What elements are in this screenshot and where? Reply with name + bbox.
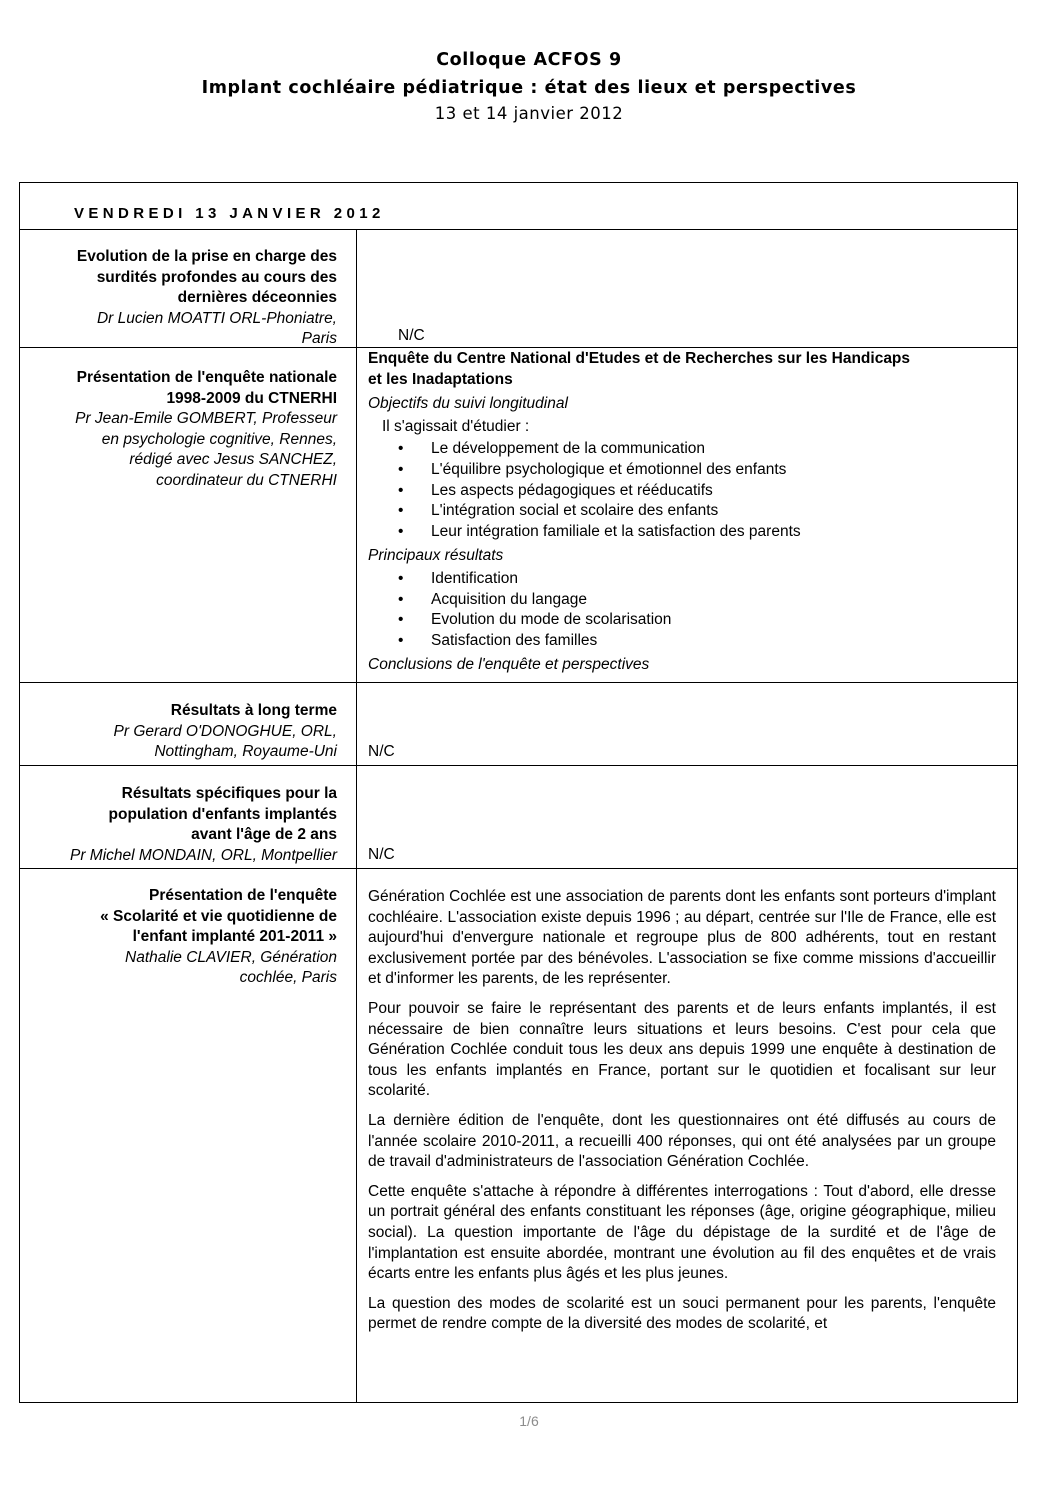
session-row-2 [20, 348, 1017, 683]
speaker-line: Paris [301, 330, 337, 348]
speaker-line: Pr Michel MONDAIN, ORL, Montpellier [69, 846, 337, 864]
session-info [20, 701, 337, 763]
session-title-line: Présentation de l'enquête nationale [76, 369, 337, 386]
session-row-1 [20, 229, 1017, 348]
day-label: VENDREDI 13 JANVIER 2012 [74, 205, 385, 222]
list-item: • Acquisition du langage [368, 590, 996, 611]
session-info [20, 886, 337, 989]
session-title-line: dernières déceonnies [177, 289, 337, 307]
list-item: • Satisfaction des familles [368, 631, 996, 652]
list-item: • Les aspects pédagogiques et rééducatifs [368, 481, 996, 502]
section-subheading: Principaux résultats [368, 547, 504, 565]
session-row-4 [20, 766, 1017, 869]
session-title-line: « Scolarité et vie quotidienne de [100, 907, 337, 925]
content-paragraph: Génération Cochlée est une association de parents dont les enfants sont porteurs d'implant cochléaire. L'association existe depuis 1996 ; au départ, centrée sur l'Ile de France, elle est aujourd'hui d'envergure nationale et regroupe plus de 800 adhérents, tout en restant exclusivement portée par des bénévoles. L'association se fixe comme missions d'accueillir et d'informer les parents, de les représenter. [368, 888, 996, 988]
document-subtitle: Implant cochléaire pédiatrique : état des lieux et perspectives [201, 78, 857, 98]
content-paragraph: Cette enquête s'attache à répondre à différentes interrogations : Tout d'abord, elle dresse un portrait général des enfants constituant les réponses (âge, origine géographique, milieu social). La question importante de l'âge du dépistage de la surdité et de l'âge de l'implantation est ensuite abordée, montrant une évolution au fil des enquêtes et de vrais écarts entre les enfants plus âgés et les plus jeunes. [368, 1182, 996, 1283]
speaker-line: Nottingham, Royaume-Uni [154, 743, 337, 761]
day-header-row [20, 183, 1017, 230]
document-title: Colloque ACFOS 9 [436, 50, 622, 70]
page-number: 1/6 [519, 1413, 539, 1429]
program-table [19, 182, 1018, 1403]
session-info [20, 247, 337, 350]
session-title-line: l'enfant implanté 201-2011 » [132, 928, 337, 946]
intro-text: Il s'agissait d'étudier : [382, 417, 530, 435]
list-item: • L'équilibre psychologique et émotionnel des enfants [368, 460, 996, 481]
content-heading: Enquête du Centre National d'Etudes et de Recherches sur les Handicaps [368, 350, 911, 367]
session-title-line: 1998-2009 du CTNERHI [166, 389, 337, 407]
content-heading: et les Inadaptations [368, 370, 513, 388]
objectives-list [368, 439, 996, 542]
session-title-line: Evolution de la prise en charge des [76, 248, 337, 265]
session-title-line: Résultats spécifiques pour la [121, 785, 337, 802]
content-nc: N/C [398, 327, 425, 344]
list-item: • Evolution du mode de scolarisation [368, 610, 996, 631]
list-item: • Leur intégration familiale et la satisfaction des parents [368, 522, 996, 543]
section-subheading: Objectifs du suivi longitudinal [368, 395, 568, 413]
list-item: • Identification [368, 569, 996, 590]
session-title-line: Présentation de l'enquête [148, 887, 337, 904]
session-info [20, 368, 337, 492]
results-list [368, 569, 996, 651]
speaker-line: cochlée, Paris [239, 969, 337, 987]
content-paragraph: Pour pouvoir se faire le représentant des parents et de leurs enfants implantés, il est nécessaire de bien connaître leurs situations et leurs besoins. C'est pour cela que Génération Cochlée conduit tous les deux ans depuis 1999 une enquête à destination de tous les enfants implantés en France, portant sur le quotidien et focalisant sur leur scolarité. [368, 999, 996, 1100]
session-row-3 [20, 683, 1017, 766]
session-title-line: surdités profondes au cours des [96, 268, 337, 286]
session-title-line: Résultats à long terme [170, 702, 337, 719]
document-dates: 13 et 14 janvier 2012 [434, 104, 624, 123]
session-title-line: avant l'âge de 2 ans [191, 826, 337, 844]
list-item: • Le développement de la communication [368, 439, 996, 460]
speaker-line: coordinateur du CTNERHI [156, 471, 337, 489]
speaker-line: en psychologie cognitive, Rennes, [101, 430, 337, 448]
session-content [368, 349, 996, 676]
list-item: • L'intégration social et scolaire des enfants [368, 501, 996, 522]
content-nc: N/C [368, 846, 395, 863]
content-paragraph: La question des modes de scolarité est un souci permanent pour les parents, l'enquête permet de rendre compte de la diversité des modes de scolarité, et [368, 1294, 996, 1333]
session-row-5 [20, 869, 1017, 1402]
session-content [368, 887, 996, 1344]
session-info [20, 784, 337, 866]
speaker-line: Dr Lucien MOATTI ORL-Phoniatre, [96, 309, 337, 327]
section-subheading: Conclusions de l'enquête et perspectives [368, 656, 650, 674]
speaker-line: Nathalie CLAVIER, Génération [125, 948, 337, 966]
session-title-line: population d'enfants implantés [108, 805, 337, 823]
speaker-line: rédigé avec Jesus SANCHEZ, [129, 451, 337, 469]
speaker-line: Pr Jean-Emile GOMBERT, Professeur [75, 410, 337, 428]
content-paragraph: La dernière édition de l'enquête, dont les questionnaires ont été diffusés au cours de l'année scolaire 2010-2011, a recueilli 400 réponses, qui ont été analysées par un groupe de travail d'administrateurs de l'association Génération Cochlée. [368, 1111, 996, 1171]
speaker-line: Pr Gerard O'DONOGHUE, ORL, [113, 722, 337, 740]
content-nc: N/C [368, 743, 395, 760]
